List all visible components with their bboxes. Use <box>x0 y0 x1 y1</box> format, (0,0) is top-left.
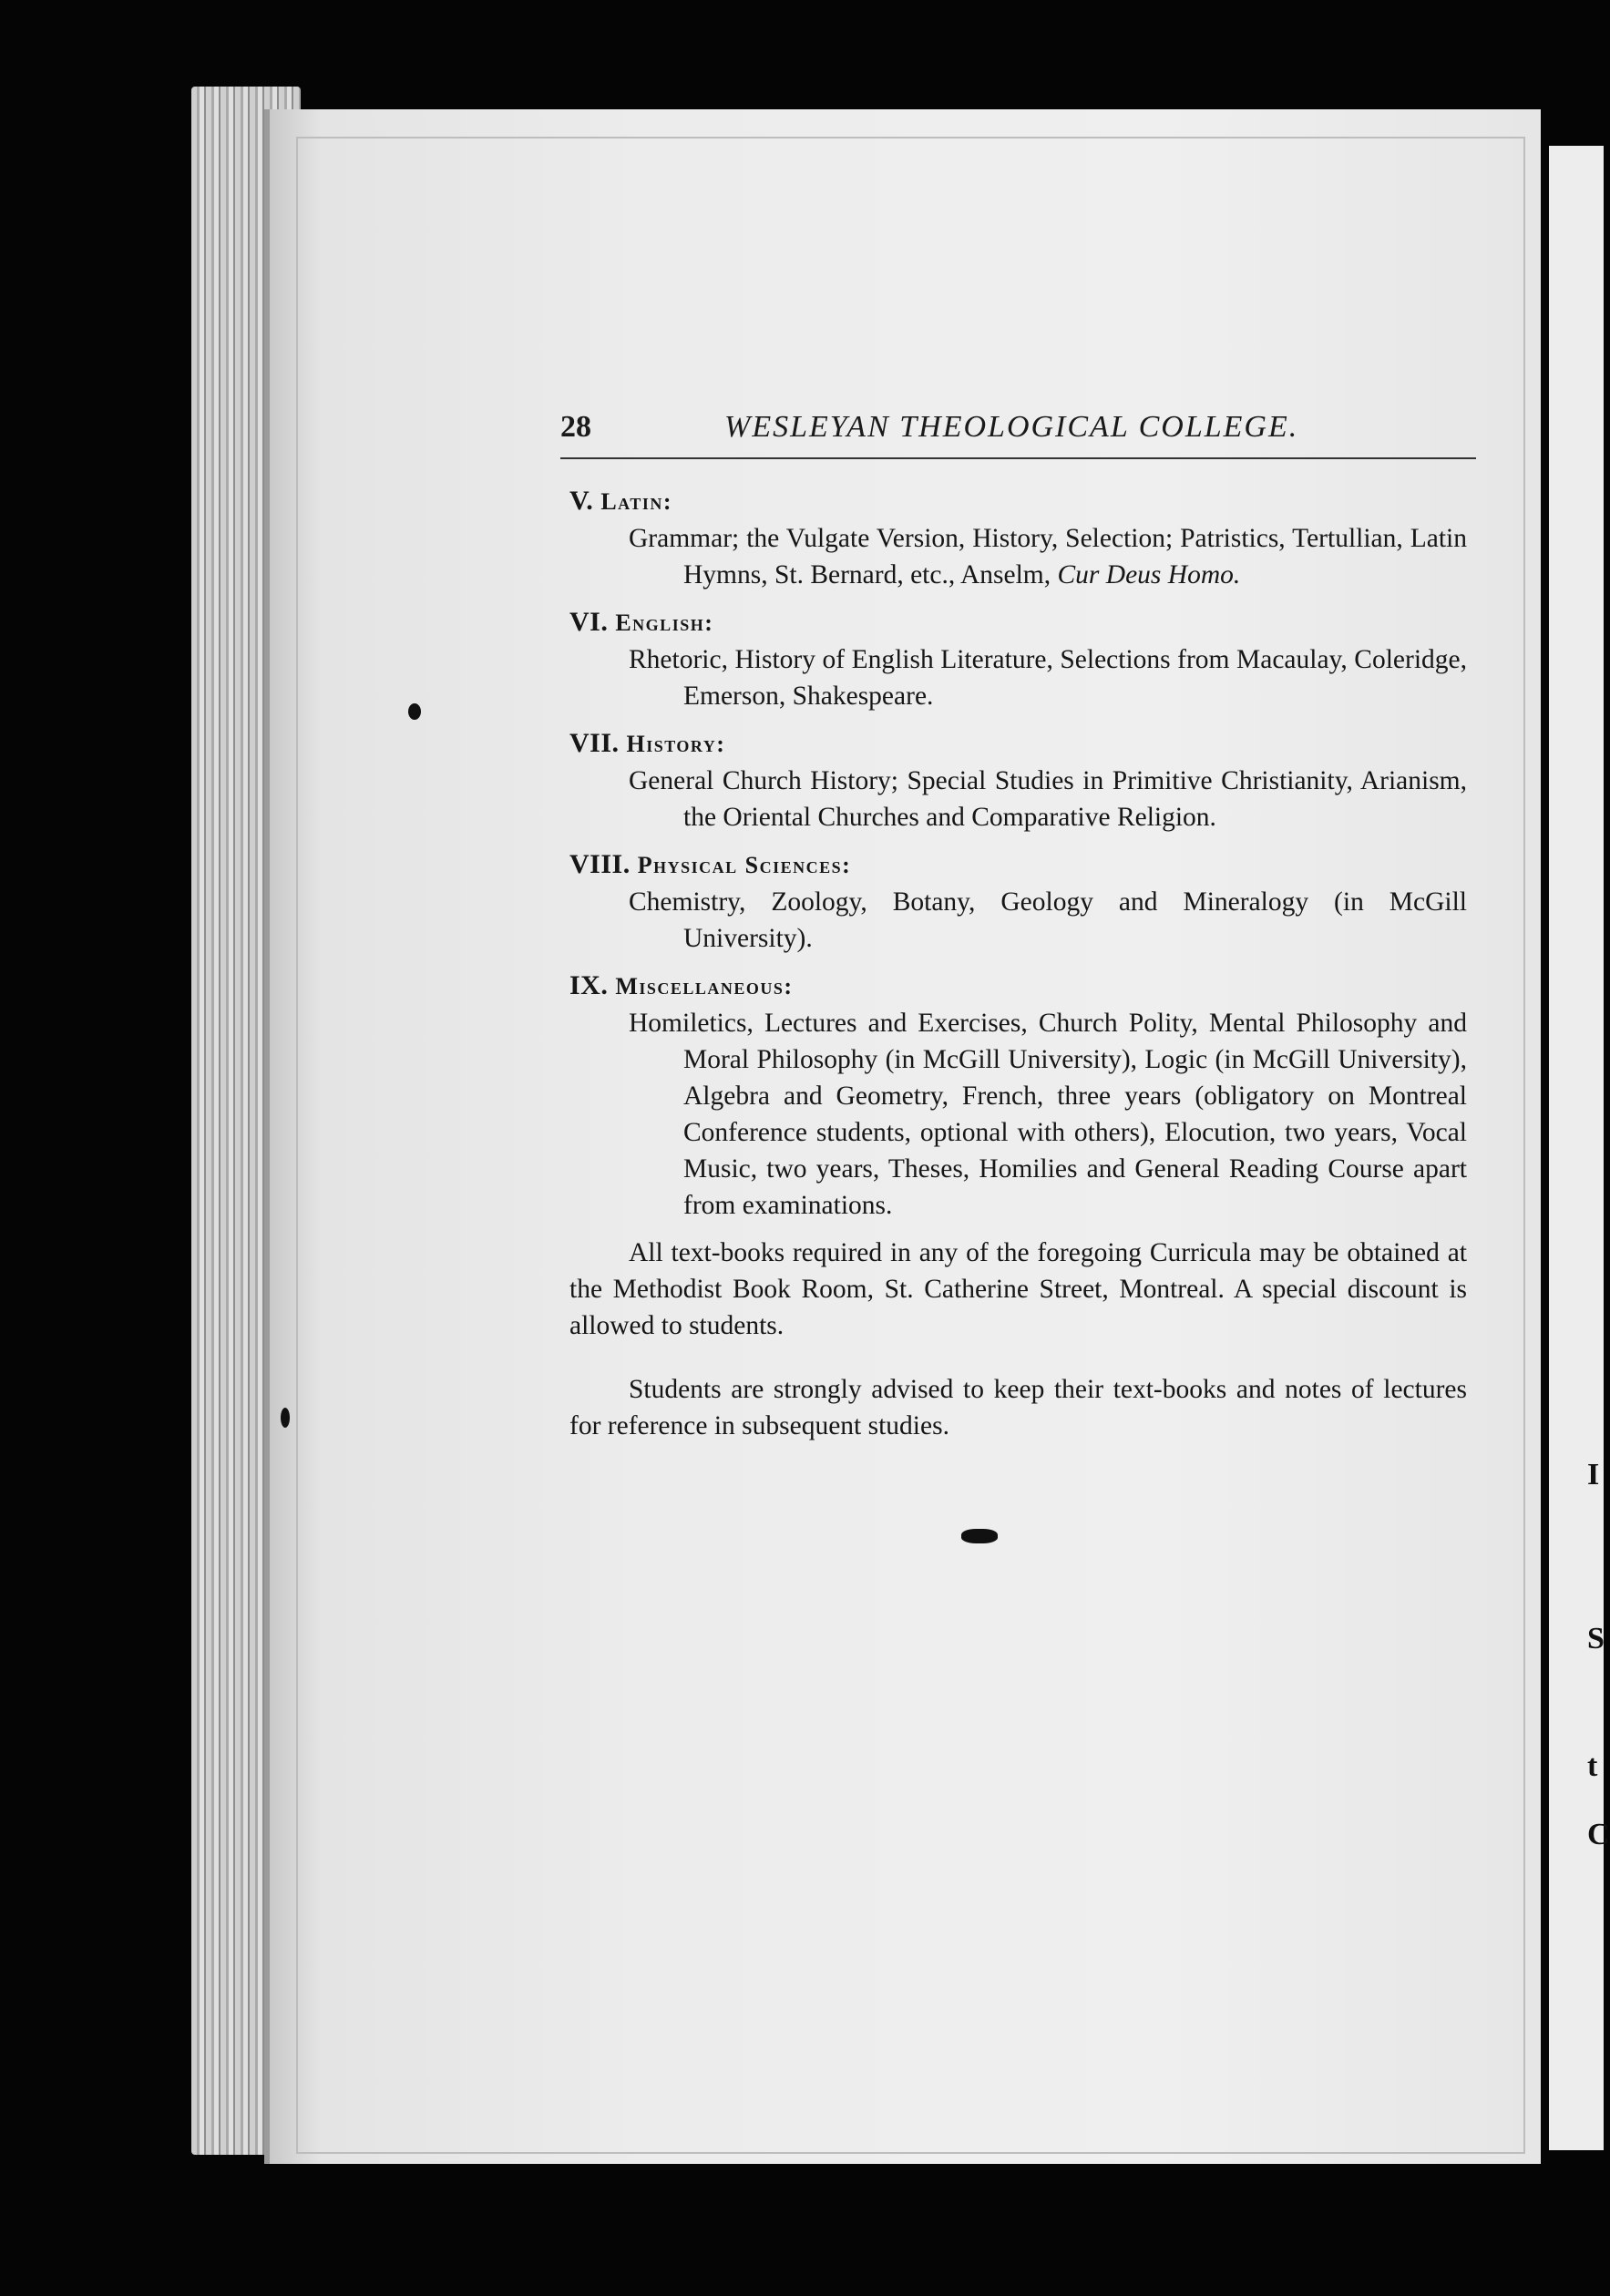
section-text: General Church History; Special Studies in Primitive Christianity, Arianism, the Oriental Churches and Comparative Religion. <box>629 766 1467 832</box>
facing-page-letter: S <box>1587 1622 1605 1655</box>
ink-blot <box>408 703 421 720</box>
section-body <box>629 641 1467 714</box>
section-numeral: VII. <box>569 728 620 758</box>
section-body <box>629 763 1467 835</box>
section-text: Homiletics, Lectures and Exercises, Church Polity, Mental Philosophy and Moral Philosophy (in McGill University), Logic (in McGill University), Algebra and Geometry, French, three years (obligatory on Montreal Conference students, optional with others), Elocution, two years, Vocal Music, two years, Theses, Homilies and General Reading Course apart from examinations. <box>629 1009 1467 1220</box>
section-numeral: V. <box>569 486 594 516</box>
curriculum-section-english <box>569 604 1467 714</box>
section-heading <box>569 968 1467 1005</box>
section-text: Grammar; the Vulgate Version, History, Selection; Patristics, Tertullian, Latin Hymns, St. Bernard, etc., Anselm, <box>629 524 1467 589</box>
section-body <box>629 1005 1467 1224</box>
curriculum-section-latin <box>569 483 1467 593</box>
curriculum-section-history <box>569 725 1467 835</box>
ink-blot <box>961 1529 998 1543</box>
section-numeral: VIII. <box>569 849 631 879</box>
section-body <box>629 520 1467 593</box>
section-title: English: <box>615 610 714 636</box>
section-numeral: VI. <box>569 607 609 637</box>
ink-blot <box>281 1408 290 1428</box>
section-heading <box>569 725 1467 763</box>
section-heading <box>569 483 1467 520</box>
running-header <box>560 410 1476 459</box>
section-text: Chemistry, Zoology, Botany, Geology and Mineralogy (in McGill University). <box>629 887 1467 953</box>
section-text: Rhetoric, History of English Literature, Selections from Macaulay, Coleridge, Emerson, Shakespeare. <box>629 645 1467 711</box>
section-title: History: <box>626 731 726 757</box>
section-heading <box>569 604 1467 641</box>
text-paragraph: Students are strongly advised to keep their text-books and notes of lectures for reference in subsequent studies. <box>569 1374 1467 1440</box>
text-paragraph: All text-books required in any of the foregoing Curricula may be obtained at the Methodist Book Room, St. Catherine Street, Montreal. A special discount is allowed to students. <box>569 1238 1467 1340</box>
section-heading <box>569 846 1467 884</box>
facing-page-letter: t <box>1587 1749 1598 1783</box>
section-title: Latin: <box>600 488 672 515</box>
page-content <box>569 483 1467 1471</box>
curriculum-section-physical-sciences <box>569 846 1467 957</box>
section-title: Physical Sciences: <box>637 852 852 878</box>
curriculum-section-miscellaneous <box>569 968 1467 1224</box>
page-number: 28 <box>560 410 591 444</box>
section-title: Miscellaneous: <box>615 973 794 999</box>
section-body <box>629 884 1467 957</box>
section-text-italic: Cur Deus Homo. <box>1057 560 1241 589</box>
facing-page-letter: I <box>1587 1458 1600 1491</box>
running-title: WESLEYAN THEOLOGICAL COLLEGE. <box>724 410 1299 444</box>
section-numeral: IX. <box>569 970 609 1000</box>
facing-page-letter: C <box>1587 1818 1610 1851</box>
facing-page-fragment <box>1549 146 1610 2150</box>
